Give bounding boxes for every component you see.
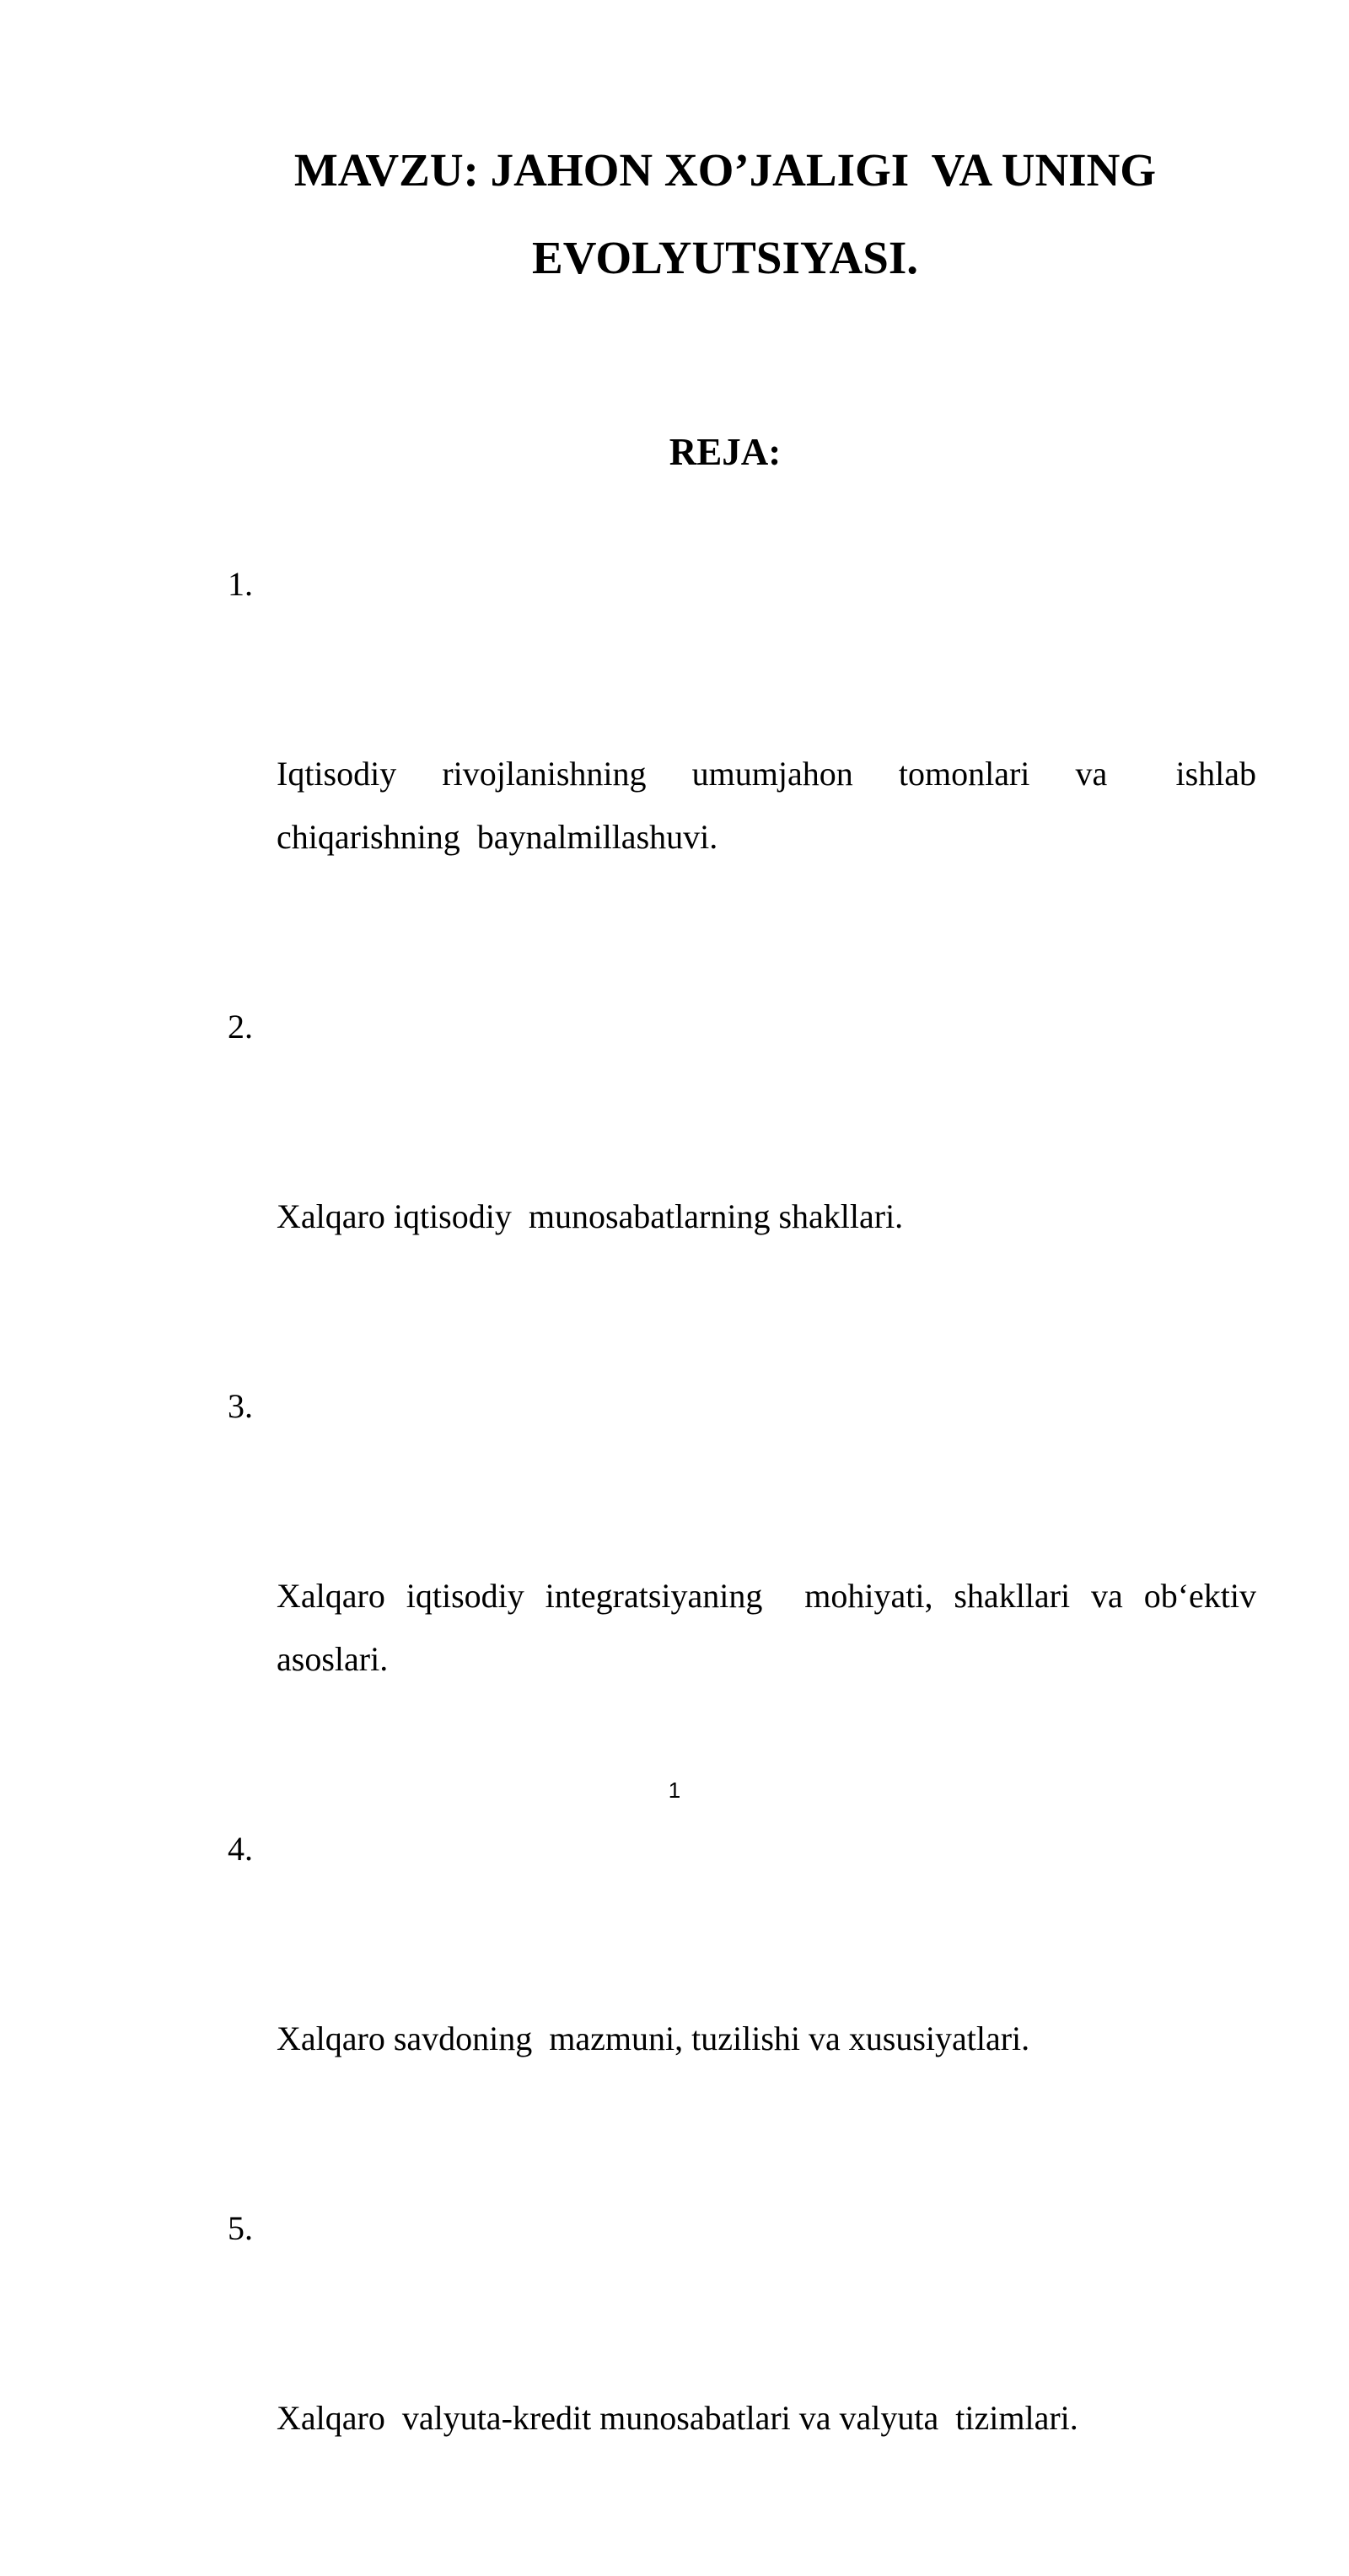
plan-item-text: Xalqaro iqtisodiy munosabatlarning shakllari. — [277, 1197, 904, 1235]
plan-item-2 — [228, 995, 1256, 1374]
plan-list — [228, 552, 1265, 2576]
title-line-2: EVOLYUTSIYASI. — [532, 232, 918, 283]
plan-heading: REJA: — [669, 431, 782, 473]
plan-item-number: 4. — [228, 1830, 253, 1868]
plan-item-text: Xalqaro valyuta-kredit munosabatlari va valyuta tizimlari. — [277, 2399, 1078, 2437]
title-line-1: MAVZU: JAHON XO’JALIGI VA UNING — [293, 144, 1157, 196]
document-title — [219, 126, 1231, 302]
plan-item-text: Iqtisodiy rivojlanishning umumjahon tomonlari va ishlab chiqarishning baynalmillashuvi. — [277, 755, 1265, 856]
plan-item-number: 2. — [228, 1008, 253, 1046]
page-number: 1 — [668, 1777, 681, 1803]
plan-item-number: 5. — [228, 2209, 253, 2247]
plan-item-text: Xalqaro iqtisodiy integratsiyaning mohiyati, shakllari va ob‘ektiv asoslari. — [277, 1577, 1265, 1678]
plan-item-4 — [228, 1817, 1256, 2197]
plan-item-number: 3. — [228, 1387, 253, 1425]
plan-item-3 — [228, 1374, 1265, 1817]
plan-item-number: 1. — [228, 565, 253, 603]
plan-item-5 — [228, 2197, 1256, 2576]
plan-item-1 — [228, 552, 1265, 995]
plan-item-text: Xalqaro savdoning mazmuni, tuzilishi va xususiyatlari. — [277, 2019, 1030, 2057]
